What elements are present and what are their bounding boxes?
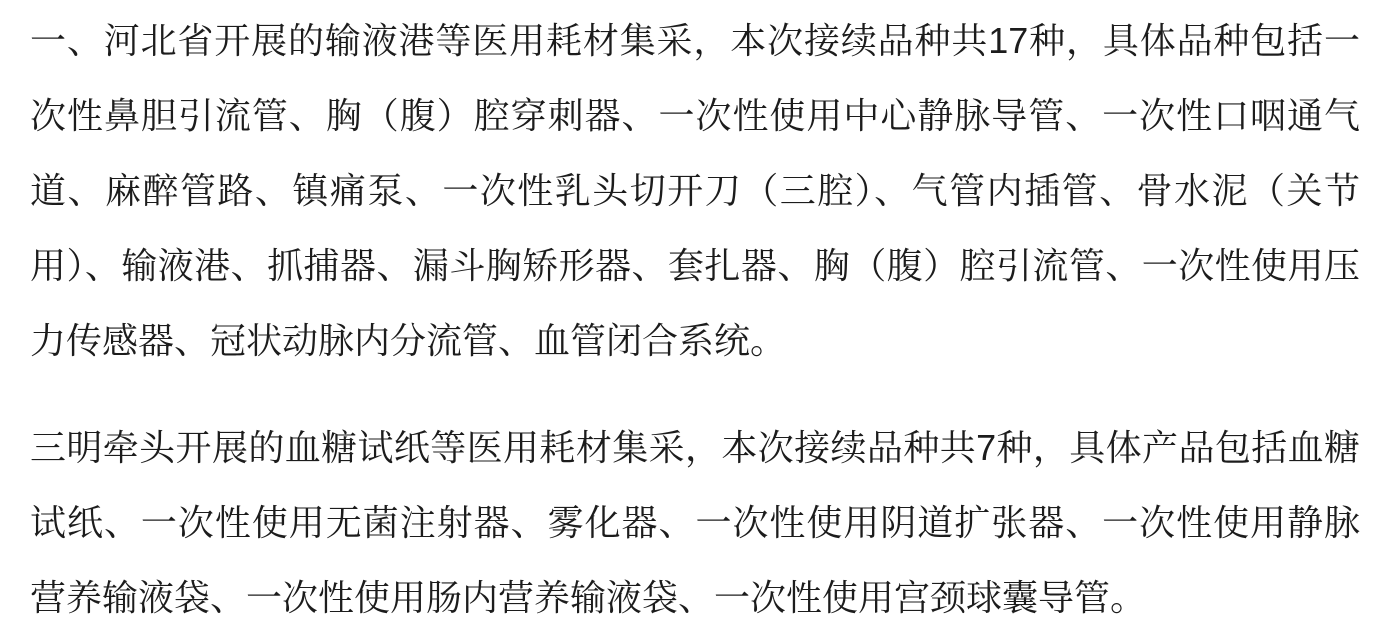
paragraph-sanming-procurement: 三明牵头开展的血糖试纸等医用耗材集采，本次接续品种共7种，具体产品包括血糖试纸、一次性使用无菌注射器、雾化器、一次性使用阴道扩张器、一次性使用静脉营养输液袋、一次性使用肠内营养输液袋、一次性使用宫颈球囊导管。 bbox=[30, 427, 1360, 618]
paragraph-hebei-procurement: 一、河北省开展的输液港等医用耗材集采，本次接续品种共17种，具体品种包括一次性鼻胆引流管、胸（腹）腔穿刺器、一次性使用中心静脉导管、一次性口咽通气道、麻醉管路、镇痛泵、一次性乳头切开刀（三腔）、气管内插管、骨水泥（关节用）、输液港、抓捕器、漏斗胸矫形器、套扎器、胸（腹）腔引流管、一次性使用压力传感器、冠状动脉内分流管、血管闭合系统。 bbox=[30, 20, 1360, 361]
